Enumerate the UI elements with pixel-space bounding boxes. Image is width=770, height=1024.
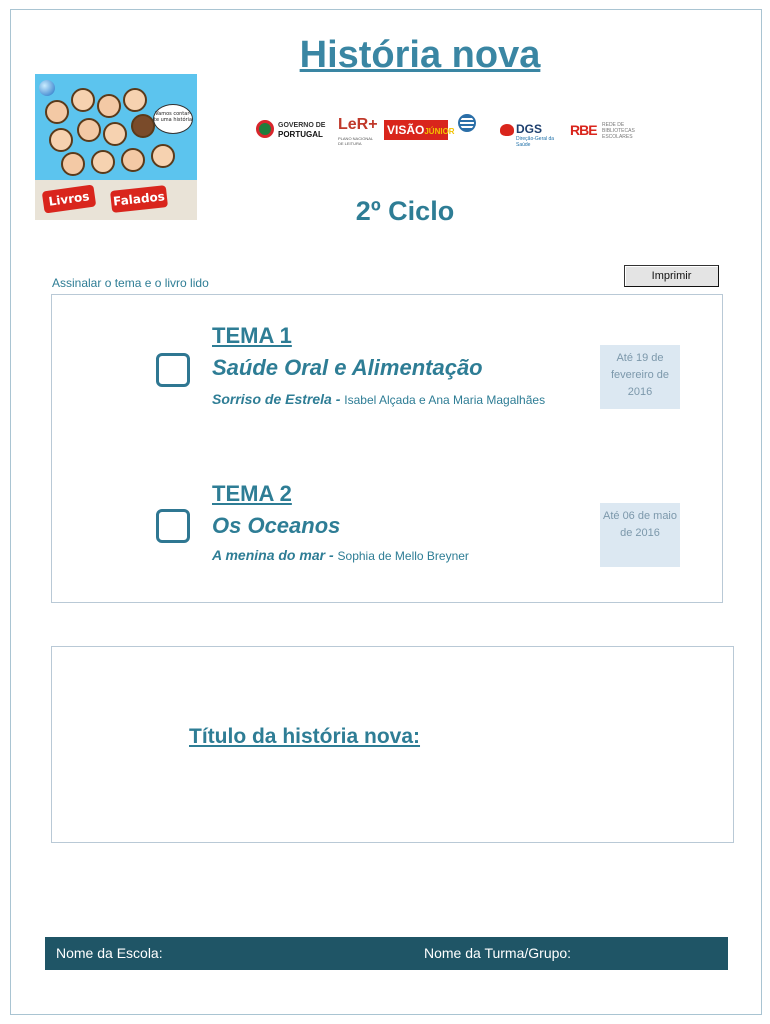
book-authors: Isabel Alçada e Ana Maria Magalhães <box>344 393 546 407</box>
dgs-emblem-icon <box>500 124 514 136</box>
ocean-emblem-icon <box>458 114 476 132</box>
logo-banner-left: Livros <box>42 184 97 213</box>
book-separator: - <box>325 547 338 563</box>
theme-subject: Os Oceanos <box>212 513 341 538</box>
visao-junior-logo <box>384 114 455 146</box>
livros-falados-logo <box>35 74 197 220</box>
cycle-heading: 2º Ciclo <box>355 196 455 226</box>
visao-logo-sub: JÚNIOR <box>424 127 455 136</box>
visao-logo-word: VISÃO <box>387 123 425 137</box>
gov-logo-line1: GOVERNO DE <box>278 122 326 129</box>
child-face-icon <box>131 114 155 138</box>
child-face-icon <box>97 94 121 118</box>
child-face-icon <box>123 88 147 112</box>
child-face-icon <box>103 122 127 146</box>
rbe-logo <box>570 114 642 146</box>
child-face-icon <box>45 100 69 124</box>
theme-2-checkbox[interactable] <box>156 509 190 543</box>
child-face-icon <box>61 152 85 176</box>
footer-bar <box>45 937 728 970</box>
school-name-field[interactable]: Nome da Escola: <box>56 945 163 961</box>
speech-bubble: Vamos contar-te uma história <box>153 104 193 134</box>
story-title-label: Título da história nova: <box>189 725 421 748</box>
book-separator: - <box>331 391 345 407</box>
governo-portugal-logo <box>256 114 332 146</box>
dgs-logo <box>500 114 568 146</box>
rbe-logo-word: RBE <box>570 122 597 138</box>
theme-label: TEMA 2 <box>212 481 292 506</box>
theme-book <box>212 547 469 563</box>
theme-label: TEMA 1 <box>212 323 292 348</box>
instruction-text: Assinalar o tema e o livro lido <box>52 276 209 290</box>
child-face-icon <box>77 118 101 142</box>
ler-logo-sub: PLANO NACIONAL DE LEITURA <box>338 136 373 146</box>
book-authors: Sophia de Mello Breyner <box>337 549 469 563</box>
logo-banner-right: Falados <box>110 185 168 213</box>
rbe-logo-sub: REDE DE BIBLIOTECAS ESCOLARES <box>602 122 635 140</box>
dgs-logo-sub: Direção-Geral da Saúde <box>516 136 555 148</box>
document-title: História nova <box>299 34 541 76</box>
themes-panel <box>51 294 723 603</box>
gov-logo-line2: PORTUGAL <box>278 130 323 139</box>
ler-plano-nacional-logo <box>338 114 378 146</box>
book-title: Sorriso de Estrela <box>212 391 332 407</box>
child-face-icon <box>91 150 115 174</box>
book-title: A menina do mar <box>212 547 326 563</box>
globe-icon <box>39 80 55 96</box>
child-face-icon <box>121 148 145 172</box>
theme-1-checkbox[interactable] <box>156 353 190 387</box>
theme-deadline-badge: Até 06 de maio de 2016 <box>600 503 680 567</box>
child-face-icon <box>49 128 73 152</box>
theme-book <box>212 391 545 407</box>
print-button[interactable]: Imprimir <box>624 265 719 287</box>
ler-logo-word: LeR+ <box>338 116 378 133</box>
theme-deadline-badge: Até 19 de fevereiro de 2016 <box>600 345 680 409</box>
ocean-institute-logo <box>454 114 494 146</box>
child-face-icon <box>71 88 95 112</box>
dgs-logo-word: DGS <box>516 122 543 136</box>
story-title-field[interactable] <box>51 646 734 843</box>
child-face-icon <box>151 144 175 168</box>
class-group-field[interactable]: Nome da Turma/Grupo: <box>424 945 572 961</box>
portugal-emblem-icon <box>256 120 274 138</box>
theme-subject: Saúde Oral e Alimentação <box>212 355 483 380</box>
